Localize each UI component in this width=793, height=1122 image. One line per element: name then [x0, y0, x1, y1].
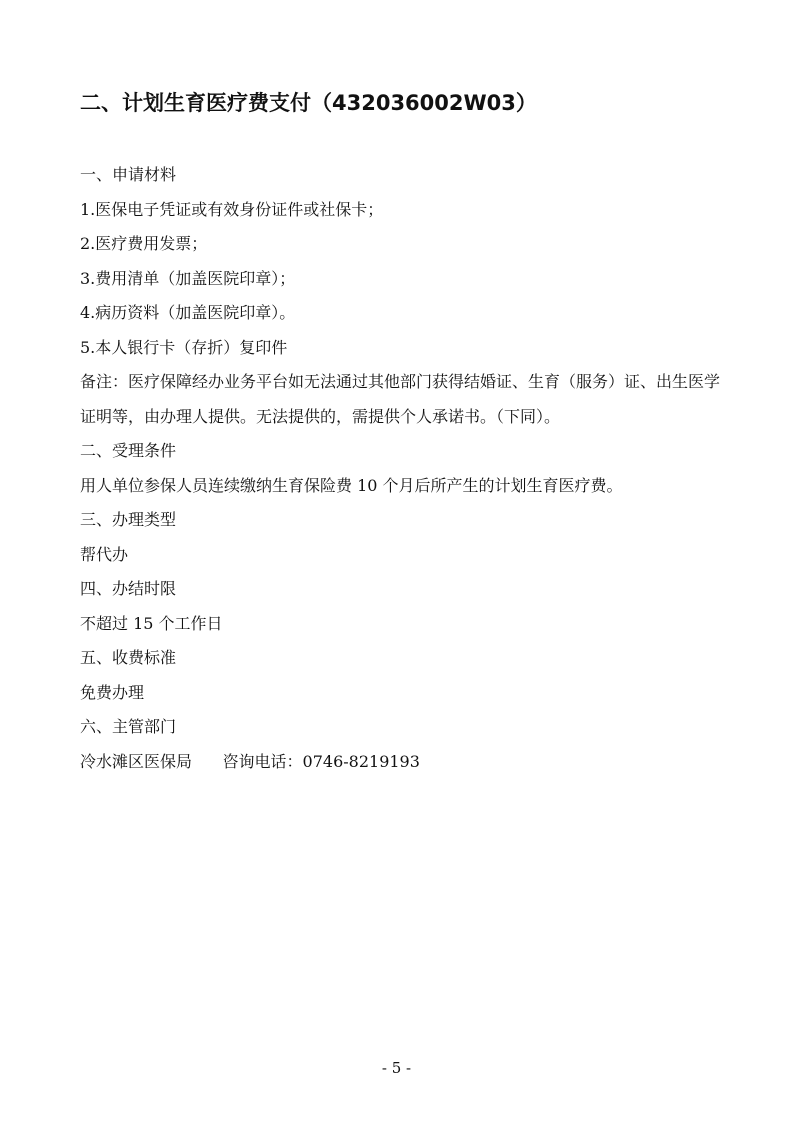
section-heading-fee: 五、收费标准 — [80, 648, 177, 667]
material-item: 1.医保电子凭证或有效身份证件或社保卡； — [80, 199, 384, 219]
section-heading-materials: 一、申请材料 — [80, 165, 177, 184]
section-heading-conditions: 二、受理条件 — [80, 441, 177, 460]
section-heading-time: 四、办结时限 — [80, 579, 177, 598]
section-heading-dept: 六、主管部门 — [80, 717, 177, 736]
material-item: 5.本人银行卡（存折）复印件 — [80, 337, 288, 357]
dept-name: 冷水滩区医保局 — [80, 751, 193, 771]
note-paragraph: 备注：医疗保障经办业务平台如无法通过其他部门获得结婚证、生育（服务）证、出生医学证明等，由办理人提供。无法提供的，需提供个人承诺书。（下同）。 — [80, 372, 721, 426]
type-text: 帮代办 — [80, 544, 129, 564]
time-text: 不超过 15 个工作日 — [80, 613, 223, 633]
material-item: 3.费用清单（加盖医院印章）； — [80, 268, 296, 288]
material-item: 4.病历资料（加盖医院印章）。 — [80, 303, 296, 322]
section-heading-type: 三、办理类型 — [80, 510, 177, 529]
document-body — [80, 158, 720, 779]
contact-phone: 咨询电话：0746-8219193 — [222, 751, 420, 771]
page-number: - 5 - — [381, 1059, 412, 1077]
material-item: 2.医疗费用发票； — [80, 234, 208, 253]
fee-text: 免费办理 — [80, 682, 145, 702]
dept-line — [80, 745, 720, 780]
document-title: 二、计划生育医疗费支付（432036002W03） — [80, 91, 537, 115]
conditions-text: 用人单位参保人员连续缴纳生育保险费 10 个月后所产生的计划生育医疗费。 — [80, 475, 623, 495]
